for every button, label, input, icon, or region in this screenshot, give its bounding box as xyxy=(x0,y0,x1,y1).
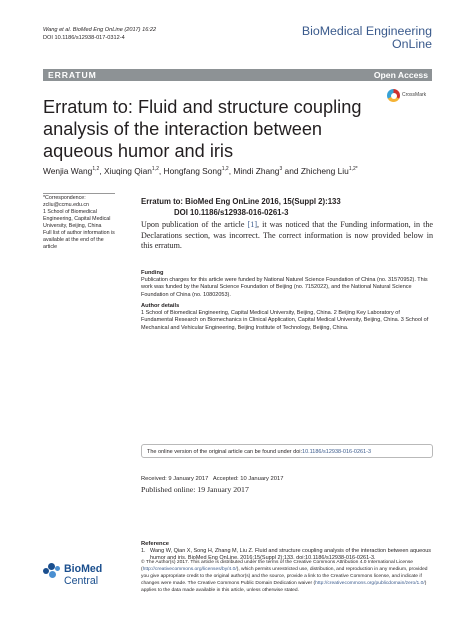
correspondence-label: *Correspondence: xyxy=(43,195,86,201)
online-version-link[interactable]: 10.1186/s12938-016-0261-3 xyxy=(302,448,372,455)
license-link-cc0[interactable]: http://creativecommons.org/publicdomain/zero/1.0/ xyxy=(315,581,425,586)
funding-heading: Funding xyxy=(141,270,164,276)
affiliation-1: 1 School of Biomedical Engineering, Capital Medical University, Beijing, China xyxy=(43,209,111,229)
online-version-box xyxy=(141,444,433,458)
biomed-central-mark-icon xyxy=(43,563,61,578)
author-details-text: 1 School of Biomedical Engineering, Capital Medical University, Beijing, China. 2 Beijing Key Laboratory of Fundamental Research on Biomechanics in Clinical Application, Capital Medical University, Beijing, China. 3 School of Mechanical and Vehicular Engineering, Beijing Institute of Technology, Beijing, China. xyxy=(141,310,429,331)
author-affiliation-mark: 1,2* xyxy=(348,166,358,173)
citation-line: Wang et al. BioMed Eng OnLine (2017) 16:22 xyxy=(43,27,157,33)
original-doi-line: DOI 10.1186/s12938-016-0261-3 xyxy=(174,208,289,217)
reference-number: 1. xyxy=(141,548,146,554)
journal-name-line2: OnLine xyxy=(392,37,432,51)
author-affiliation-mark: 3 xyxy=(279,166,283,173)
author-info-note: Full list of author information is available at the end of the article xyxy=(43,230,115,250)
license-statement xyxy=(141,559,433,594)
author-name: Xiuqing Qian xyxy=(103,166,152,176)
open-access-label: Open Access xyxy=(373,70,428,80)
license-text-b: ), which permits unrestricted use, distribution, and reproduction in any medium, provided you give appropriate credit to the original author(s) and the source, provide a link to the Creative Commons license, and indicate if changes were made. The Creative Commons Public Domain Dedication waiver ( xyxy=(141,567,428,586)
paragraph-text-start: Upon publication of the article xyxy=(141,220,248,229)
funding-text: Publication charges for this article were funded by National Naturel Science Foundation of China (no. 31570952). This work was funded by the Natural Science Foundation of Beijing (no. 7152022), and the National Natural Science Foundation of China (no. 10802053). xyxy=(141,277,428,298)
crossmark-badge[interactable] xyxy=(387,89,433,103)
reference-text: Wang W, Qian X, Song H, Zhang M, Liu Z. Fluid and structure coupling analysis of the interaction between aqueous humor and iris. BioMed Eng OnLine. 2016;15(Suppl 2):133. doi:10.1186/s12938-016-0261-3. xyxy=(150,548,432,562)
correspondence-sidebar xyxy=(43,195,115,251)
article-type-label: ERRATUM xyxy=(48,70,97,80)
journal-name xyxy=(272,25,432,51)
author-affiliation-mark: 1,2 xyxy=(151,166,159,173)
author-name: Zhicheng Liu xyxy=(300,166,349,176)
sidebar-divider xyxy=(43,193,115,194)
article-type-band xyxy=(43,69,432,81)
publisher-name-bold: BioMed xyxy=(64,563,103,575)
published-date: Published online: 19 January 2017 xyxy=(141,485,249,494)
publisher-name xyxy=(64,563,135,587)
author-list: Wenjia Wang$^{1,2}$, Xiuqing Qian$^{1,2}$, Hongfang Song$^{1,2}$, Mindi Zhang$^3$ and Zhicheng Liu$^{1,2*}$ xyxy=(43,166,358,176)
running-header xyxy=(43,26,156,42)
article-title: Erratum to: Fluid and structure coupling analysis of the interaction between aqueous humor and iris xyxy=(43,97,362,161)
biomed-central-logo xyxy=(43,561,135,587)
crossmark-label: CrossMark xyxy=(402,92,427,98)
license-link-cc-by[interactable]: http://creativecommons.org/licenses/by/4.0/ xyxy=(142,567,237,572)
journal-name-line1: BioMedical Engineering xyxy=(301,24,432,38)
author-details-heading: Author details xyxy=(141,303,180,309)
author-name: Hongfang Song xyxy=(163,166,222,176)
correspondence-email[interactable]: zcliu@ccmu.edu.cn xyxy=(43,202,90,208)
reference-heading: Reference xyxy=(141,541,170,547)
author-affiliation-mark: 1,2 xyxy=(221,166,229,173)
author-name: Mindi Zhang xyxy=(233,166,280,176)
doi-line: DOI 10.1186/s12938-017-0312-4 xyxy=(43,35,125,42)
paragraph-text-end: , it was noticed that the Funding information, in the Declarations section, was incorrect. The correct information is now provided below in this erratum. xyxy=(141,220,433,251)
license-text-a: © The Author(s) 2017. This article is distributed under the terms of the Creative Commons Attribution 4.0 International License ( xyxy=(141,560,414,572)
author-name: Wenjia Wang xyxy=(43,166,93,176)
erratum-source xyxy=(141,196,431,218)
erratum-paragraph xyxy=(141,220,433,252)
reference-link[interactable]: [1] xyxy=(247,220,258,229)
online-version-text: The online version of the original article can be found under doi: xyxy=(147,448,303,455)
publisher-name-light: Central xyxy=(64,575,99,587)
received-accepted-dates: Received: 9 January 2017 Accepted: 10 January 2017 xyxy=(141,476,284,482)
erratum-for-line: Erratum to: BioMed Eng OnLine 2016, 15(Suppl 2):133 xyxy=(141,197,341,206)
author-affiliation-mark: 1,2 xyxy=(92,166,100,173)
license-text-c: ) applies to the data made available in this article, unless otherwise stated. xyxy=(141,581,427,593)
